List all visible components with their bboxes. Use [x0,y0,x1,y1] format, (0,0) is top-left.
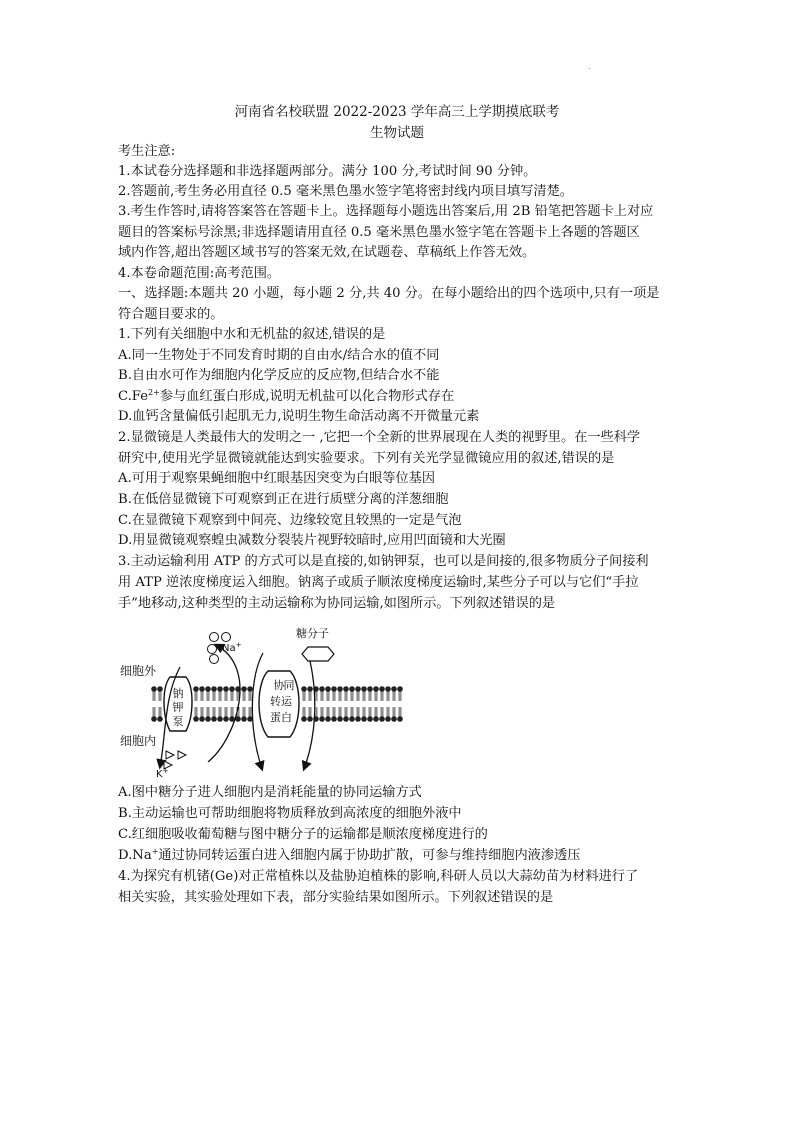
q2-option-a: A.可用于观察果蝇细胞中红眼基因突变为白眼等位基因 [118,471,436,486]
co-protein-char-6: 白 [281,711,292,724]
lipid-head [331,707,337,722]
q3-option-d [118,846,698,866]
lipid-head [157,707,163,722]
na-particle [210,633,219,642]
q2-stem-line-2: 研究中,使用光学显微镜就能达到实验要求。下列有关光学显微镜应用的叙述,错误的是 [118,451,615,466]
q3-option-d-superscript: + [151,847,159,856]
k-label: K+ [156,767,169,779]
lipid-head [331,686,337,701]
notice-item-1: 1.本试卷分选择题和非选择题两部分。满分 100 分,考试时间 90 分钟。 [118,164,537,179]
q1-option-c [118,387,698,407]
lipid-head [319,686,325,701]
outside-label: 细胞外 [120,664,157,678]
lipid-head [367,707,373,722]
sugar-label: 糖分子 [296,627,329,640]
lipid-head [385,707,391,722]
exam-title: 河南省名校联盟 2022-2023 学年高三上学期摸底联考 [234,104,560,120]
k-particle [178,751,186,759]
lipid-head [229,686,235,701]
lipid-head [205,707,211,722]
lipid-head [223,707,229,722]
lipid-head [319,707,325,722]
pump-label-char-3: 泵 [172,715,184,728]
lipid-head [325,707,331,722]
q1-option-c-prefix: C.Fe [118,389,149,404]
co-protein-char-2: 同 [283,679,295,692]
lipid-head [301,707,307,722]
lipid-head [307,686,313,701]
q2-option-d: D.用显微镜观察蝗虫减数分裂装片视野较暗时,应用凹面镜和大光圈 [118,533,506,548]
lipid-head [385,686,391,701]
sugar-molecule-icon [302,647,334,661]
lipid-head [193,686,199,701]
lipid-head [301,686,307,701]
lipid-head [193,707,199,722]
lipid-head [361,707,367,722]
lipid-head [151,707,157,722]
co-protein-char-4: 运 [281,695,292,708]
notice-item-2: 2.答题前,考生务必用直径 0.5 毫米黑色墨水签字笔将密封线内项目填写清楚。 [118,184,573,199]
co-protein-char-3: 转 [270,695,281,708]
lipid-head [337,686,343,701]
lipid-head [397,707,403,722]
na-particle [210,655,219,664]
na-particle [208,645,217,654]
pump-label-char-1: 钠 [172,687,184,700]
lipid-head [157,686,163,701]
notice-heading: 考生注意: [118,144,176,159]
lipid-head [367,686,373,701]
lipid-head [229,707,235,722]
q3-stem-line-3: 手”地移动,这种类型的主动运输称为协同运输,如图所示。下列叙述错误的是 [118,596,556,611]
lipid-head [397,686,403,701]
section-1-heading-line-1: 一、选择题:本题共 20 小题，每小题 2 分,共 40 分。在每小题给出的四个选项中,只有一项是 [118,286,660,301]
lipid-head [151,686,157,701]
q3-option-d-prefix: D.Na [118,848,152,863]
k-particle [166,751,174,759]
q3-option-c: C.红细胞吸收葡萄糖与图中糖分子的运输都是顺浓度梯度进行的 [118,827,488,842]
section-1-heading-line-2: 符合题目要求的。 [118,307,224,322]
co-protein-char-1: 协 [273,679,285,692]
q4-stem-line-2: 相关实验，其实验处理如下表，部分实验结果如图所示。下列叙述错误的是 [118,890,554,905]
notice-item-4: 4.本卷命题范围:高考范围。 [118,266,281,281]
lipid-head [241,686,247,701]
notice-item-3-line-1: 3.考生作答时,请将答案答在答题卡上。选择题每小题选出答案后,用 2B 铅笔把答题卡上对应 [118,204,654,219]
lipid-head [199,686,205,701]
lipid-head [205,686,211,701]
q3-stem-line-2: 用 ATP 逆浓度梯度运入细胞。钠离子或质子顺浓度梯度运输时,某些分子可以与它们“手拉 [118,575,639,590]
pump-label-char-2: 钾 [172,701,184,714]
exam-subtitle: 生物试题 [370,125,424,141]
lipid-head [211,707,217,722]
lipid-head [355,686,361,701]
q2-option-b: B.在低倍显微镜下可观察到正在进行质壁分离的洋葱细胞 [118,492,449,507]
co-protein-char-5: 蛋 [270,711,281,724]
lipid-head [355,707,361,722]
membrane-transport-diagram [118,627,408,779]
lipid-head [379,686,385,701]
q3-option-a: A.图中糖分子进人细胞内是消耗能量的协同运输方式 [118,785,422,800]
q2-stem-line-1: 2.显微镜是人类最伟大的发明之一 ,它把一个全新的世界展现在人类的视野里。在一些科学 [118,430,641,445]
q3-option-d-rest: 通过协同转运蛋白进入细胞内属于协助扩散，可参与维持细胞内液渗透压 [158,848,581,863]
corner-dot: . [588,62,591,71]
lipid-head [307,707,313,722]
lipid-head [343,707,349,722]
q1-option-c-rest: 参与血红蛋白形成,说明无机盐可以化合物形式存在 [159,389,455,404]
lipid-head [391,707,397,722]
co-transport-protein [259,671,299,737]
q3-stem-line-1: 3.主动运输利用 ATP 的方式可以是直接的,如钠钾泵，也可以是间接的,很多物质分子间接利 [118,554,649,569]
lipid-head [211,686,217,701]
lipid-head [343,686,349,701]
lipid-head [241,707,247,722]
lipid-head [217,707,223,722]
lipid-head [349,707,355,722]
lipid-head [349,686,355,701]
na-label: Na+ [222,641,242,654]
inside-label: 细胞内 [120,734,157,748]
lipid-head [199,707,205,722]
q3-option-b: B.主动运输也可帮助细胞将物质释放到高浓度的细胞外液中 [118,806,462,821]
q2-option-c: C.在显微镜下观察到中间亮、边缘较宽且较黑的一定是气泡 [118,513,462,528]
q1-option-b: B.自由水可作为细胞内化学反应的反应物,但结合水不能 [118,368,440,383]
q1-option-d: D.血钙含量偏低引起肌无力,说明生物生命活动离不开微量元素 [118,409,480,424]
lipid-head [337,707,343,722]
q1-option-c-superscript: 2+ [148,388,160,397]
lipid-head [373,707,379,722]
q4-stem-line-1: 4.为探究有机锗(Ge)对正常植株以及盐胁迫植株的影响,科研人员以大蒜幼苗为材料进行了 [118,869,639,884]
lipid-head [217,686,223,701]
lipid-head [361,686,367,701]
na-particle [222,633,231,642]
notice-item-3-line-3: 域内作答,超出答题区域书写的答案无效,在试题卷、草稿纸上作答无效。 [118,245,536,260]
lipid-head [379,707,385,722]
lipid-head [391,686,397,701]
notice-item-3-line-2: 题目的答案标号涂黑;非选择题请用直径 0.5 毫米黑色墨水签字笔在答题卡上各题的答题区 [118,225,640,240]
q1-stem: 1.下列有关细胞中水和无机盐的叙述,错误的是 [118,327,386,342]
lipid-head [325,686,331,701]
q1-option-a: A.同一生物处于不同发育时期的自由水/结合水的值不同 [118,348,440,363]
lipid-head [223,686,229,701]
lipid-head [373,686,379,701]
